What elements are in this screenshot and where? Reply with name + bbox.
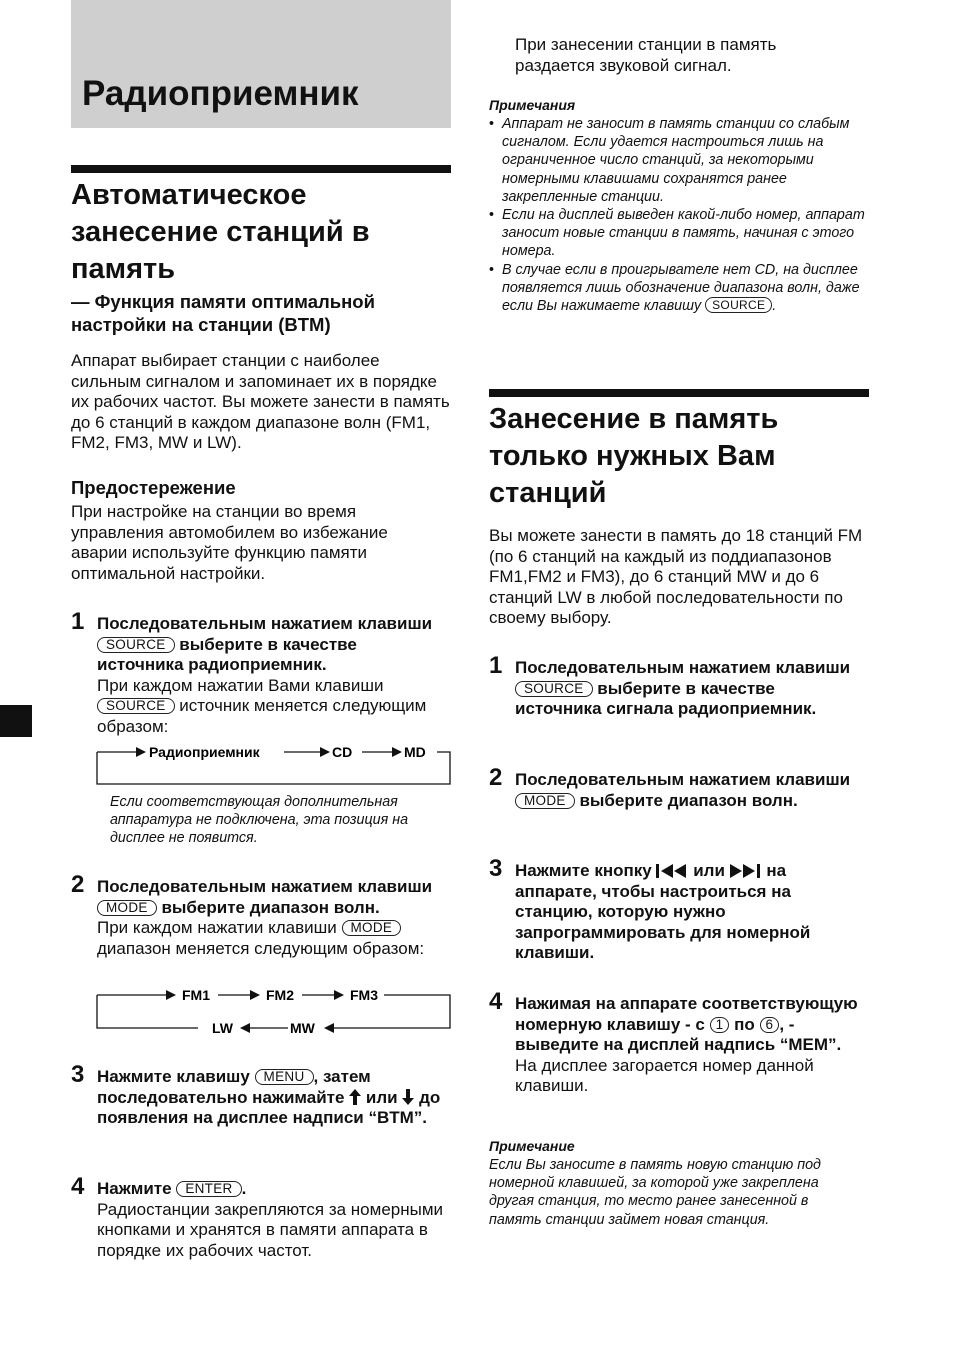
step-text: Радиостанции закрепляются за номерными кнопками и хранятся в памяти аппарата в порядке их рабочих частот. <box>97 1199 444 1260</box>
enter-key: ENTER <box>176 1181 241 1197</box>
page-edge-tab <box>0 705 32 737</box>
step-number: 1 <box>489 652 503 679</box>
band-label: MW <box>290 1020 315 1035</box>
note-heading: Примечание <box>489 1138 575 1154</box>
step-instruction: , - выведите на дисплей надпись “MEM”. <box>515 1014 842 1054</box>
preset-key-1: 1 <box>710 1017 730 1033</box>
step-1 <box>97 614 447 737</box>
step-number: 2 <box>489 764 503 791</box>
step-instruction: Последовательным нажатием клавиши <box>97 614 433 633</box>
source-cycle-diagram <box>96 738 452 788</box>
step-instruction: Последовательным нажатием клавиши <box>515 658 851 677</box>
step-2 <box>97 877 449 959</box>
step-number: 4 <box>489 988 503 1015</box>
step-instruction: на аппарате, чтобы настроиться на станцию, которую нужно запрограммировать для номерной клавиши. <box>515 861 811 962</box>
menu-key: MENU <box>255 1069 314 1085</box>
step-instruction: Последовательным нажатием клавиши <box>97 877 433 896</box>
step-instruction: или <box>693 861 725 880</box>
caution-text: При настройке на станции во время управления автомобилем во избежание аварии используйте функцию памяти оптимальной настройки. <box>71 502 388 583</box>
step-instruction: по <box>734 1014 755 1034</box>
step-instruction: . <box>241 1179 247 1198</box>
step-text: При каждом нажатии клавиши <box>97 918 337 937</box>
section-title-manual-memory: Занесение в память только нужных Вам станций <box>489 403 779 509</box>
arrow-up-icon <box>349 1089 361 1105</box>
step-instruction: Нажмите <box>97 1179 172 1198</box>
step-instruction: выберите в качестве источника сигнала радиоприемник. <box>515 678 817 718</box>
diagram-item: MD <box>404 744 426 760</box>
step-text: источник меняется следующим образом: <box>97 696 427 736</box>
source-key: SOURCE <box>97 637 175 653</box>
source-key: SOURCE <box>515 681 593 697</box>
note-item: • Если на дисплей выведен какой-либо номер, аппарат заносит новые станции в память, начиная с этого номера. <box>489 206 869 261</box>
step-instruction: до появления на дисплее надписи “BTM”. <box>97 1087 441 1127</box>
note-text: Если Вы заносите в память новую станцию под номерной клавишей, за которой уже закреплена другая станция, то место ранее занесенной в память станции займет новая станция. <box>489 1157 821 1228</box>
band-label: FM3 <box>350 987 378 1003</box>
notes-list <box>489 115 869 315</box>
step-number: 3 <box>489 855 503 882</box>
step-1 <box>515 658 865 720</box>
source-key: SOURCE <box>705 297 772 313</box>
step-instruction: Последовательным нажатием клавиши <box>515 770 851 789</box>
step-number: 1 <box>71 608 85 635</box>
seek-forward-icon <box>730 864 762 878</box>
step-instruction: выберите диапазон волн. <box>161 897 380 917</box>
step-instruction: Нажимая на аппарате соответствующую номерную клавишу - с <box>515 994 858 1034</box>
step-3 <box>97 1067 452 1129</box>
step-number: 3 <box>71 1061 85 1088</box>
arrow-down-icon <box>402 1089 414 1105</box>
diagram-item: Радиоприемник <box>149 744 260 760</box>
step-instruction: выберите диапазон волн. <box>579 790 798 810</box>
note-item: • Аппарат не заносит в память станции со слабым сигналом. Если удается настроиться лишь на ограниченное число станций, за некоторыми номерными клавишами сохранятся ранее закрепленные станции. <box>489 115 869 206</box>
band-cycle-diagram <box>96 983 452 1035</box>
band-label: LW <box>212 1020 233 1035</box>
band-label: FM2 <box>266 987 294 1003</box>
mode-key: MODE <box>515 793 575 809</box>
section-title-auto-memory: Автоматическое занесение станций в память <box>71 179 370 285</box>
step-text: На дисплее загорается номер данной клавиши. <box>515 1055 814 1095</box>
diagram-item: CD <box>332 744 353 760</box>
mode-key: MODE <box>342 920 402 936</box>
section-subtitle: — Функция памяти оптимальной настройки на станции (BTM) <box>71 291 375 335</box>
beep-text: При занесении станции в память раздается звуковой сигнал. <box>515 35 777 75</box>
mode-key: MODE <box>97 900 157 916</box>
page-title: Радиоприемник <box>82 74 359 113</box>
step-instruction: Нажмите клавишу <box>97 1067 250 1086</box>
section-rule <box>71 165 451 173</box>
step-4 <box>515 994 873 1097</box>
note-item: • В случае если в проигрывателе нет CD, на дисплее появляется лишь обозначение диапазона волн, даже если Вы нажимаете клавишу SOURCE . <box>489 261 869 316</box>
caution-heading: Предостережение <box>71 477 236 498</box>
step-instruction: или <box>365 1087 398 1107</box>
step-number: 2 <box>71 871 85 898</box>
step-instruction: выберите в качестве источника радиоприемник. <box>97 634 357 674</box>
step-number: 4 <box>71 1173 85 1200</box>
diagram-note: Если соответствующая дополнительная аппаратура не подключена, эта позиция на дисплее не появится. <box>110 794 409 847</box>
step-instruction: , затем последовательно нажимайте <box>97 1067 371 1107</box>
source-key: SOURCE <box>97 698 175 714</box>
manual-intro: Вы можете занести в память до 18 станций FM (по 6 станций на каждый из поддиапазонов FM1,FM2 и FM3), до 6 станций MW и до 6 станций LW в любой последовательности по своему выбору. <box>489 526 863 627</box>
notes-heading: Примечания <box>489 97 576 113</box>
intro-paragraph: Аппарат выбирает станции с наиболее сильным сигналом и запоминает их в порядке их рабочих частот. Вы можете занести в память до 6 станций в каждом диапазоне волн (FM1, FM2, FM3, MW и LW). <box>71 351 450 452</box>
step-instruction: Нажмите кнопку <box>515 861 652 880</box>
section-rule <box>489 389 869 397</box>
step-text: При каждом нажатии Вами клавиши <box>97 675 384 695</box>
note-item-text: В случае если в проигрывателе нет CD, на дисплее появляется лишь обозначение диапазона волн, даже если Вы нажимаете клавишу <box>502 261 860 315</box>
step-2 <box>515 770 865 811</box>
seek-back-icon <box>656 864 688 878</box>
preset-key-6: 6 <box>760 1017 780 1033</box>
step-4 <box>97 1179 447 1261</box>
step-text: диапазон меняется следующим образом: <box>97 938 425 958</box>
band-label: FM1 <box>182 987 210 1003</box>
step-3 <box>515 861 860 964</box>
